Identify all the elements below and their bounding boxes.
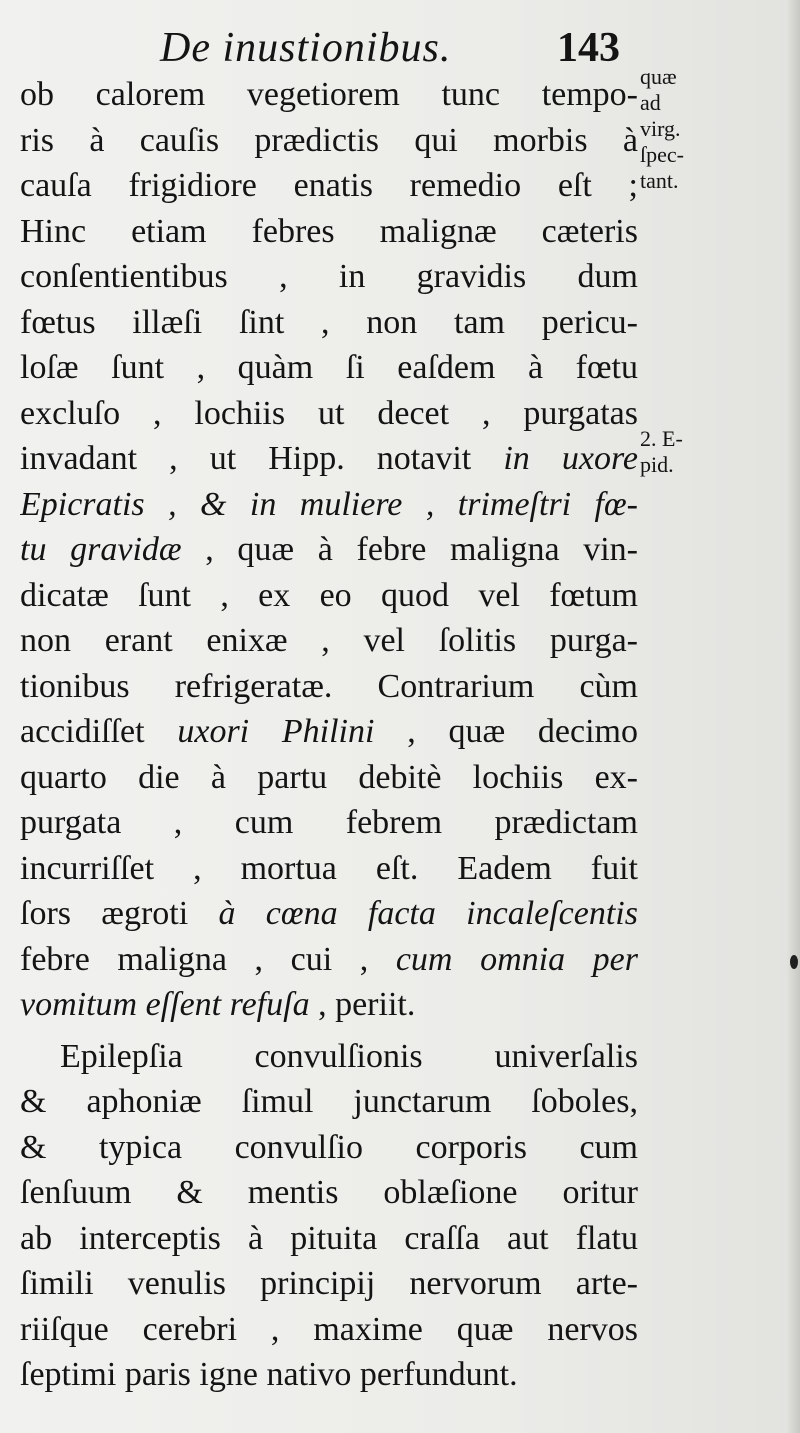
text-segment: Epilepſia convulſionis univerſalis (60, 1037, 638, 1075)
margin-note-line: virg. (640, 116, 681, 141)
text-line (20, 1034, 638, 1080)
text-segment: excluſo , lochiis ut decet , purgatas (20, 394, 638, 432)
italic-text-segment: tu gravidæ (20, 531, 182, 568)
paragraph-1 (20, 72, 638, 1028)
paragraph-2 (20, 1034, 638, 1398)
margin-note-line: ad (640, 90, 661, 115)
margin-note-line: pid. (640, 452, 674, 477)
text-segment: non erant enixæ , vel ſolitis purga- (20, 622, 638, 659)
italic-text-segment: cum omnia per (395, 940, 638, 978)
page-number: 143 (557, 25, 620, 71)
running-title: De inustionibus. (160, 25, 452, 71)
body-text (20, 72, 638, 1398)
text-segment: quarto die à partu debitè lochiis ex- (20, 758, 638, 796)
text-segment: ſimili venulis principij nervorum arte- (20, 1265, 638, 1302)
text-line (20, 1216, 638, 1262)
text-segment: ris à cauſis prædictis qui morbis à (20, 121, 638, 159)
text-segment: tionibus refrigeratæ. Contrarium cùm (20, 667, 638, 705)
text-line (20, 209, 638, 255)
margin-note-line: 2. E- (640, 426, 683, 451)
text-line (20, 982, 638, 1028)
text-segment: ab interceptis à pituita craſſa aut flatu (20, 1219, 638, 1257)
margin-note-2 (640, 426, 720, 478)
text-line (20, 254, 638, 300)
text-line (20, 345, 638, 391)
italic-text-segment: in uxore (503, 440, 638, 477)
text-segment: , quæ à febre maligna vin- (181, 531, 638, 568)
text-segment: ſenſuum & mentis oblæſione oritur (20, 1174, 638, 1211)
text-segment: & typica convulſio corporis cum (20, 1128, 638, 1166)
text-line (20, 436, 638, 482)
text-segment: fœtus illæſi ſint , non tam pericu- (20, 303, 638, 341)
text-segment: invadant , ut Hipp. notavit (20, 440, 504, 477)
text-line (20, 300, 638, 346)
text-line (20, 482, 638, 528)
text-line (20, 618, 638, 664)
italic-text-segment: Epicratis , & in muliere , trimeſtri fœ- (20, 485, 638, 523)
italic-text-segment: vomitum eſſent refuſa (20, 986, 310, 1023)
text-segment: ſeptimi paris igne nativo perfundunt. (20, 1356, 518, 1393)
text-line (20, 118, 638, 164)
text-line (20, 1170, 638, 1216)
text-segment: riiſque cerebri , maxime quæ nervos (20, 1310, 638, 1348)
text-segment: conſentientibus , in gravidis dum (20, 258, 638, 295)
text-line (20, 527, 638, 573)
italic-text-segment: uxori Philini (177, 713, 375, 750)
text-line (20, 573, 638, 619)
text-segment: & aphoniæ ſimul junctarum ſoboles, (20, 1083, 638, 1120)
text-line (20, 1261, 638, 1307)
text-segment: purgata , cum febrem prædictam (20, 804, 638, 841)
text-line (20, 1307, 638, 1353)
text-segment: , quæ decimo (374, 713, 638, 750)
page-edge-shadow (786, 0, 800, 1433)
text-segment: ob calorem vegetiorem tunc tempo- (20, 76, 638, 113)
text-segment: Hinc etiam febres malignæ cæteris (20, 212, 638, 250)
text-line (20, 755, 638, 801)
text-segment: dicatæ ſunt , ex eo quod vel fœtum (20, 576, 638, 614)
text-line (20, 664, 638, 710)
text-line (20, 937, 638, 983)
text-segment: , periit. (309, 986, 416, 1023)
text-line (20, 1352, 638, 1398)
text-segment: febre maligna , cui , (20, 940, 396, 978)
text-line (20, 891, 638, 937)
text-line (20, 163, 638, 209)
text-segment: incurriſſet , mortua eſt. Eadem fuit (20, 849, 638, 887)
margin-note-line: tant. (640, 168, 679, 193)
text-line (20, 846, 638, 892)
text-segment: cauſa frigidiore enatis remedio eſt ; (20, 167, 638, 204)
margin-note-1 (640, 64, 720, 194)
text-segment: ſors ægroti (20, 895, 219, 932)
text-line (20, 391, 638, 437)
text-line (20, 709, 638, 755)
text-line (20, 1125, 638, 1171)
italic-text-segment: à cœna facta incaleſcentis (218, 895, 638, 932)
margin-note-line: quæ (640, 64, 677, 89)
text-segment: loſæ ſunt , quàm ſi eaſdem à fœtu (20, 349, 638, 386)
text-line (20, 1079, 638, 1125)
text-line (20, 800, 638, 846)
margin-note-line: ſpec- (640, 142, 684, 167)
text-segment: accidiſſet (20, 713, 178, 750)
text-line (20, 72, 638, 118)
